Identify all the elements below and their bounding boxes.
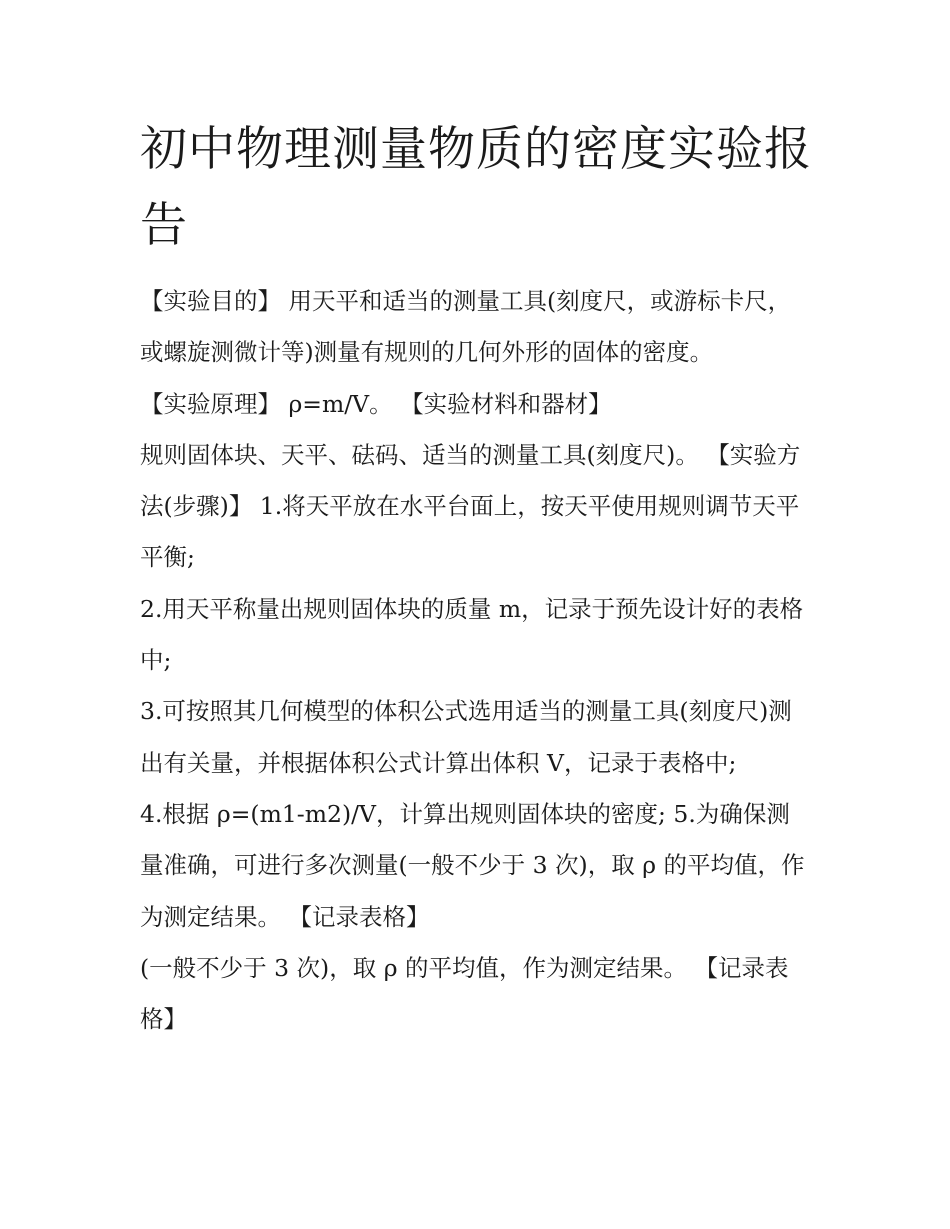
paragraph-step-4-5: 4.根据 ρ=(m1-m2)/V，计算出规则固体块的密度; 5.为确保测量准确，可进行多次测量(一般不少于 3 次)，取 ρ 的平均值，作为测定结果。 【记录表格】 (140, 799, 805, 931)
paragraph-repeat: (一般不少于 3 次)，取 ρ 的平均值，作为测定结果。 【记录表格】 (140, 953, 789, 1034)
paragraph-step-2: 2.用天平称量出规则固体块的质量 m，记录于预先设计好的表格中; (140, 594, 804, 675)
paragraph-principle: 【实验原理】 ρ=m/V。 【实验材料和器材】 (140, 389, 612, 418)
paragraph-step-3: 3.可按照其几何模型的体积公式选用适当的测量工具(刻度尺)测出有关量，并根据体积公式计算出体积 V，记录于表格中; (140, 697, 792, 777)
paragraph-materials-method: 规则固体块、天平、砝码、适当的测量工具(刻度尺)。 【实验方法(步骤)】 1.将天平放在水平台面上，按天平使用规则调节天平平衡; (140, 440, 801, 572)
paragraph-purpose: 【实验目的】 用天平和适当的测量工具(刻度尺，或游标卡尺，或螺旋测微计等)测量有规则的几何外形的固体的密度。 (140, 287, 792, 367)
document-title: 初中物理测量物质的密度实验报告 (140, 122, 812, 253)
document-body (140, 276, 812, 1045)
